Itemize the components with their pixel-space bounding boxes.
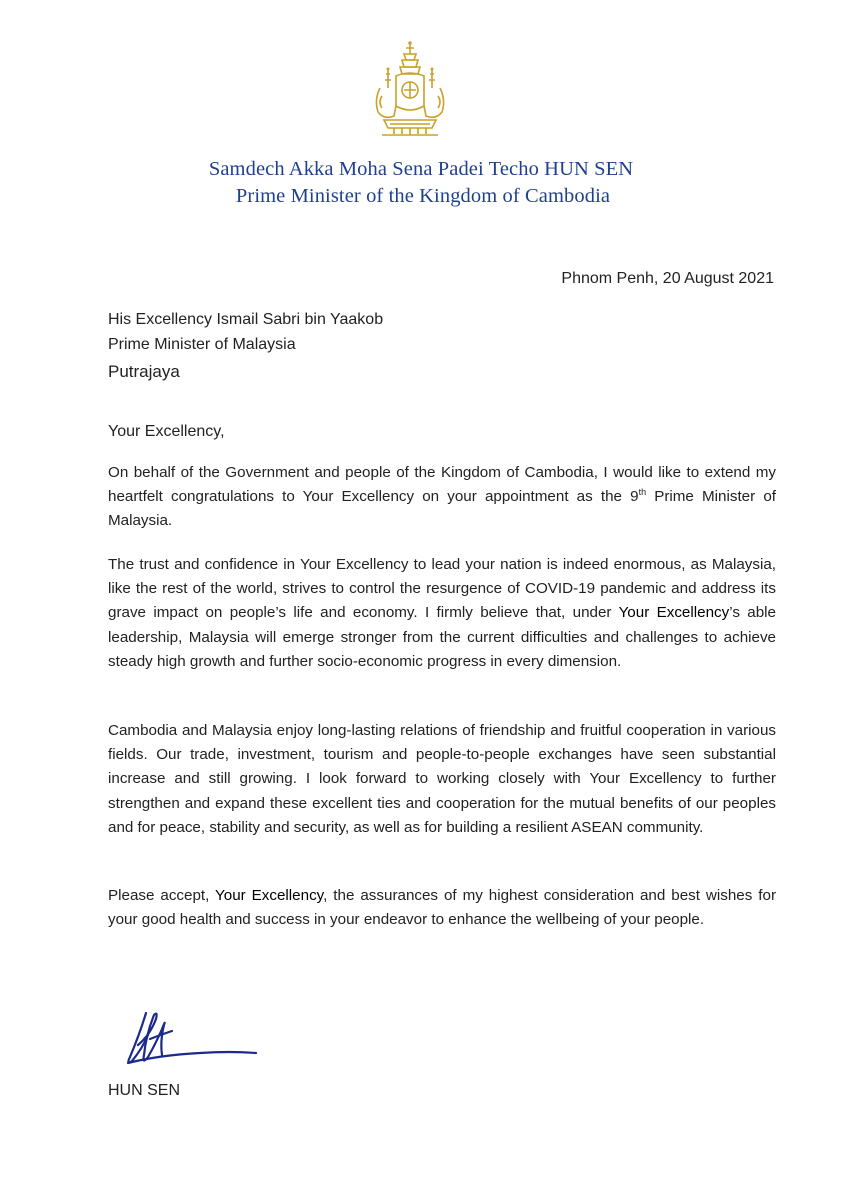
ordinal-suffix: th — [638, 487, 647, 498]
paragraph-text: On behalf of the Government and people of the Kingdom of Cambodia, I would like to extend my heartfelt congratulations to Your Excellency on your appointment as the 9 — [108, 464, 776, 506]
place-and-date: Phnom Penh, 20 August 2021 — [561, 270, 774, 287]
paragraph-text: Please accept, — [108, 887, 216, 904]
paragraph-text: , the assurances of my highest consideration and best wishes for your good health and success in your endeavor to enhance the wellbeing of your people. — [108, 887, 776, 929]
salutation: Your Excellency, — [108, 423, 225, 440]
paragraph-text: Prime Minister of Malaysia. — [108, 488, 776, 530]
paragraph-text: ’s able leadership, Malaysia will emerge stronger from the current difficulties and challenges to achieve steady high growth and further socio-economic progress in every dimension. — [108, 604, 776, 670]
emphasis-text: Your Excellency — [215, 887, 324, 904]
recipient-city: Putrajaya — [108, 362, 180, 381]
paragraph-closing — [108, 884, 776, 932]
handwritten-signature-icon — [120, 1005, 270, 1073]
signer-name: HUN SEN — [108, 1082, 181, 1099]
recipient-name: His Excellency Ismail Sabri bin Yaakob — [108, 311, 384, 328]
paragraph-trust-and-confidence — [108, 553, 776, 674]
paragraph-relations: Cambodia and Malaysia enjoy long-lasting relations of friendship and fruitful cooperation in various fields. Our trade, investment, tourism and people-to-people exchanges have seen substantial increase and still growing. I look forward to working closely with Your Excellency to further strengthen and expand these excellent ties and cooperation for the mutual benefits of our peoples and for peace, stability and security, as well as for building a resilient ASEAN community. — [108, 722, 776, 836]
paragraph-congratulations — [108, 461, 776, 534]
emphasis-text: Your Excellency — [618, 604, 730, 622]
sender-title: Prime Minister of the Kingdom of Cambodia — [235, 185, 611, 207]
sender-name: Samdech Akka Moha Sena Padei Techo HUN SEN — [208, 158, 634, 180]
royal-coat-of-arms-icon — [360, 40, 460, 140]
recipient-title: Prime Minister of Malaysia — [108, 336, 296, 353]
paragraph-text: The trust and confidence in Your Excellency to lead your nation is indeed enormous, as Malaysia, like the rest of the world, strives to control the resurgence of COVID-19 pandemic and address its grave impact on people’s life and economy. I firmly believe that, under — [108, 556, 776, 622]
